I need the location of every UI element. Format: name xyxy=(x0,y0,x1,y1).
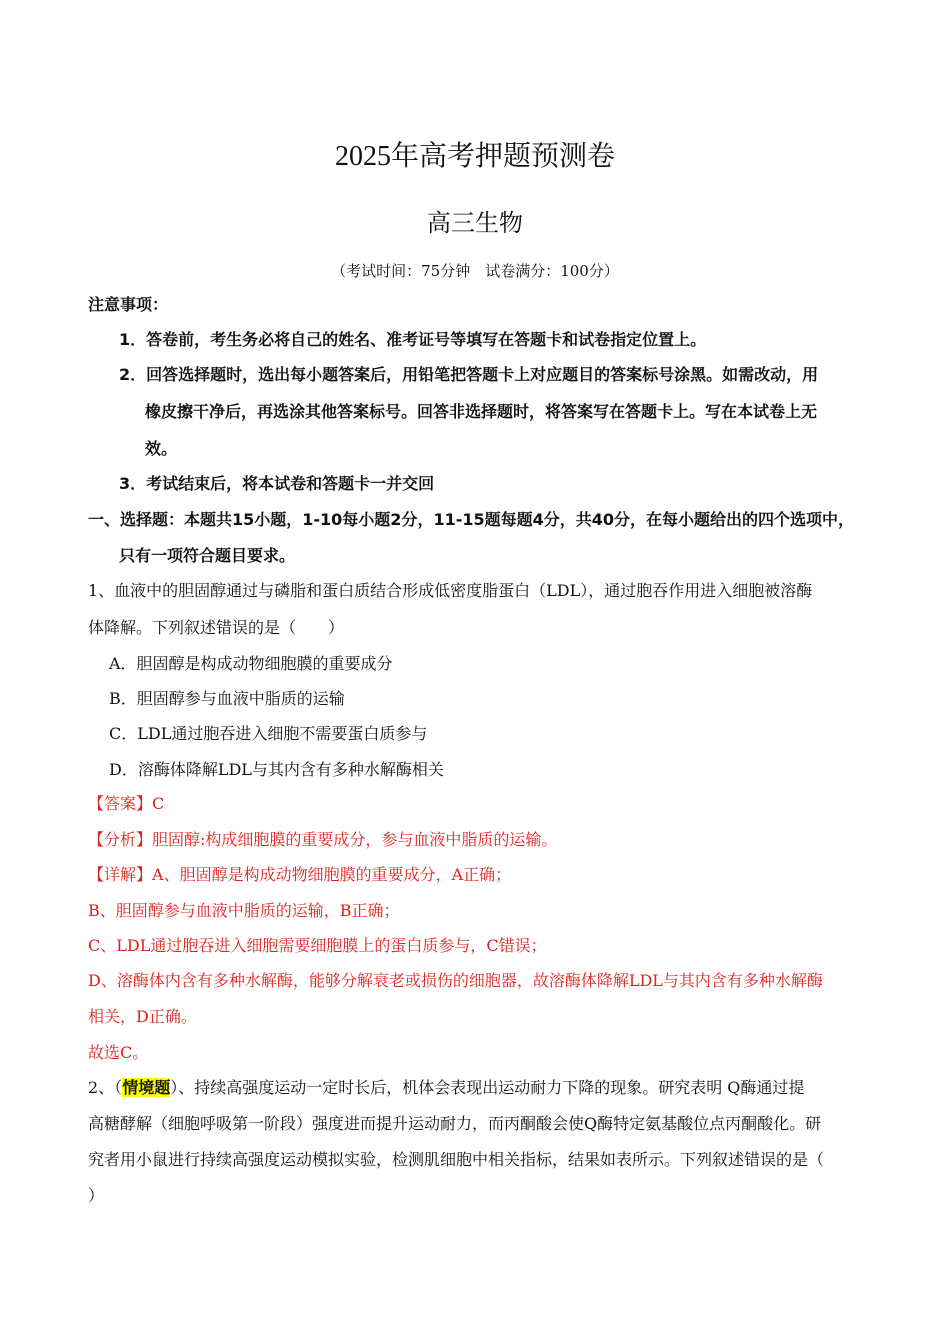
analysis-text: 胆固醇:构成细胞膜的重要成分，参与血液中脂质的运输。 xyxy=(152,830,558,849)
q1-detail-d-line-2: 相关，D正确。 xyxy=(88,1007,197,1026)
q1-detail-b: B、胆固醇参与血液中脂质的运输，B正确； xyxy=(88,901,400,920)
q2-stem-line-1 xyxy=(88,1077,804,1099)
q1-detail xyxy=(88,864,511,886)
q2-prefix: 2、（ xyxy=(88,1078,123,1097)
q1-conclusion: 故选C。 xyxy=(88,1043,149,1062)
section-heading-line-2: 只有一项符合题目要求。 xyxy=(119,546,296,565)
notice-item-2-line-2: 橡皮擦干净后，再选涂其他答案标号。回答非选择题时，将答案写在答题卡上。写在本试卷上无 xyxy=(145,402,818,421)
notice-item-3: 3．考试结束后，将本试卷和答题卡一并交回 xyxy=(119,474,435,493)
q1-option-d: D．溶酶体降解LDL与其内含有多种水解酶相关 xyxy=(109,760,444,779)
answer-value: C xyxy=(152,794,165,813)
q1-analysis xyxy=(88,829,557,851)
q1-stem-line-1: 1、血液中的胆固醇通过与磷脂和蛋白质结合形成低密度脂蛋白（LDL），通过胞吞作用进入细胞被溶酶 xyxy=(88,581,813,600)
q2-stem-line-4: ） xyxy=(88,1186,105,1205)
q2-suffix: ）、持续高强度运动一定时长后，机体会表现出运动耐力下降的现象。研究表明 Q酶通过提 xyxy=(170,1078,805,1097)
exam-meta: （考试时间：75分钟 试卷满分：100分） xyxy=(331,262,619,280)
detail-tag: 【详解】 xyxy=(88,865,153,884)
detail-a: A、胆固醇是构成动物细胞膜的重要成分，A正确； xyxy=(152,865,512,884)
q1-stem-line-2: 体降解。下列叙述错误的是（ ） xyxy=(88,618,345,637)
q1-answer xyxy=(88,793,164,815)
section-heading-line-1: 一、选择题：本题共15小题，1-10每小题2分，11-15题每题4分，共40分，在每小题给出的四个选项中， xyxy=(88,510,855,529)
analysis-tag: 【分析】 xyxy=(88,830,153,849)
q1-option-a: A．胆固醇是构成动物细胞膜的重要成分 xyxy=(109,654,393,673)
notice-item-2-line-3: 效。 xyxy=(145,439,178,458)
q1-detail-c: C、LDL通过胞吞进入细胞需要细胞膜上的蛋白质参与，C错误； xyxy=(88,936,547,955)
q1-option-b: B．胆固醇参与血液中脂质的运输 xyxy=(109,689,345,708)
answer-tag: 【答案】 xyxy=(88,794,153,813)
q1-detail-d-line-1: D、溶酶体内含有多种水解酶，能够分解衰老或损伤的细胞器，故溶酶体降解LDL与其内含有多种水解酶 xyxy=(88,971,823,990)
q2-stem-line-3: 究者用小鼠进行持续高强度运动模拟实验，检测肌细胞中相关指标，结果如表所示。下列叙述错误的是（ xyxy=(88,1150,825,1169)
q1-option-c: C．LDL通过胞吞进入细胞不需要蛋白质参与 xyxy=(109,724,428,743)
page-subtitle: 高三生物 xyxy=(427,209,523,237)
q2-tag-highlight: 情境题 xyxy=(122,1078,171,1097)
page-title: 2025年高考押题预测卷 xyxy=(334,141,615,172)
notice-item-2-line-1: 2．回答选择题时，选出每小题答案后，用铅笔把答题卡上对应题目的答案标号涂黑。如需改动，用 xyxy=(119,365,819,384)
notice-heading: 注意事项： xyxy=(88,295,169,314)
q2-stem-line-2: 高糖酵解（细胞呼吸第一阶段）强度进而提升运动耐力，而丙酮酸会使Q酶特定氨基酸位点丙酮酸化。研 xyxy=(88,1114,822,1133)
notice-item-1: 1．答卷前，考生务必将自己的姓名、准考证号等填写在答题卡和试卷指定位置上。 xyxy=(119,330,707,349)
